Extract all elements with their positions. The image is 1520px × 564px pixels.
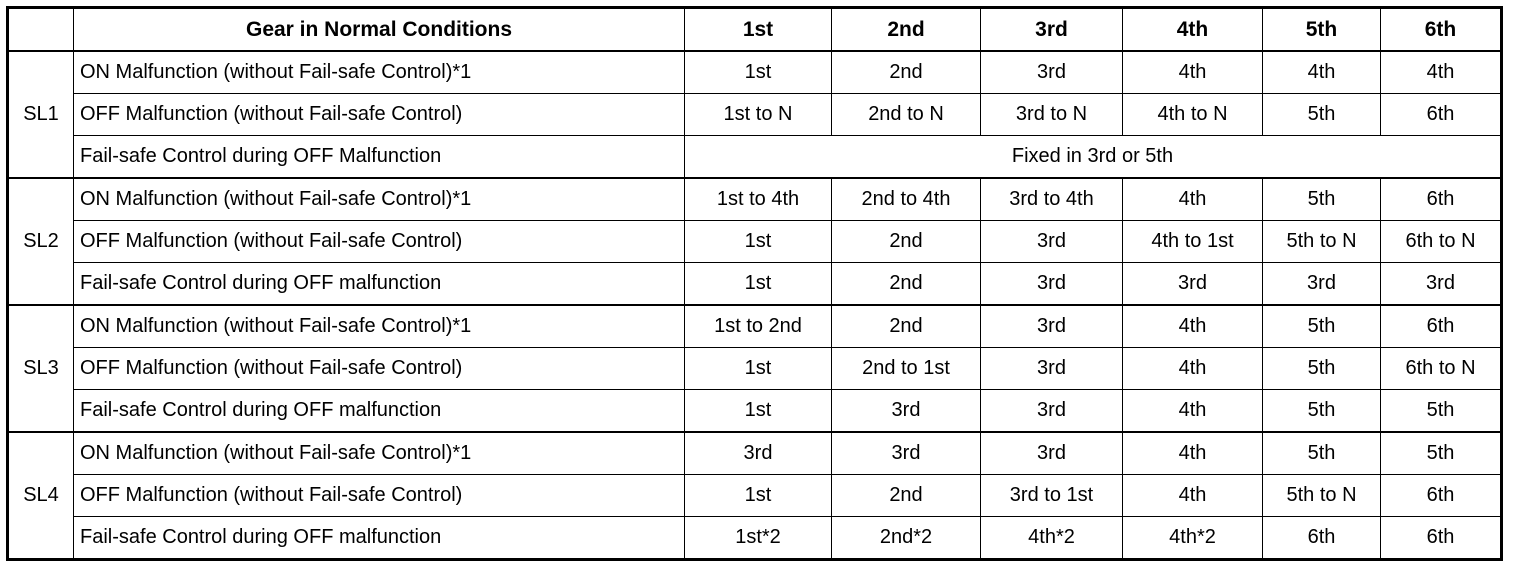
header-corner-cell [8,8,74,52]
table-row [8,178,1502,221]
gear-cell-2nd: 2nd [832,221,981,263]
gear-cell-5th: 6th [1263,517,1381,560]
table-row [8,94,1502,136]
condition-cell: Fail-safe Control during OFF malfunction [74,517,685,560]
gear-cell-2nd: 2nd to 4th [832,178,981,221]
header-gear-5th: 5th [1263,8,1381,52]
gear-cell-6th: 6th [1381,305,1502,348]
gear-cell-1st: 1st to 4th [685,178,832,221]
gear-cell-4th: 4th [1123,348,1263,390]
table-container [6,6,1503,561]
gear-cell-3rd: 3rd to 4th [981,178,1123,221]
header-condition: Gear in Normal Conditions [74,8,685,52]
table-row [8,348,1502,390]
gear-cell-4th: 4th to N [1123,94,1263,136]
gear-cell-1st: 1st [685,221,832,263]
solenoid-label: SL4 [8,432,74,560]
table-row [8,390,1502,433]
table-header [8,8,1502,52]
gear-cell-4th: 4th [1123,305,1263,348]
gear-cell-1st: 1st*2 [685,517,832,560]
gear-cell-1st: 1st to 2nd [685,305,832,348]
condition-cell: Fail-safe Control during OFF Malfunction [74,136,685,179]
gear-cell-3rd: 3rd [981,348,1123,390]
gear-cell-6th: 5th [1381,432,1502,475]
solenoid-group-sl4 [8,432,1502,560]
gear-cell-1st: 1st to N [685,94,832,136]
solenoid-label: SL1 [8,51,74,178]
gear-cell-1st: 1st [685,263,832,306]
solenoid-label: SL2 [8,178,74,305]
condition-cell: OFF Malfunction (without Fail-safe Control) [74,348,685,390]
gear-cell-6th: 6th [1381,178,1502,221]
gear-cell-4th: 4th [1123,51,1263,94]
gear-cell-3rd: 3rd [981,305,1123,348]
gear-cell-4th: 4th [1123,475,1263,517]
gear-cell-6th: 6th to N [1381,348,1502,390]
header-gear-6th: 6th [1381,8,1502,52]
condition-cell: OFF Malfunction (without Fail-safe Control) [74,221,685,263]
gear-cell-2nd: 2nd*2 [832,517,981,560]
table-row [8,475,1502,517]
gear-cell-2nd: 2nd [832,263,981,306]
gear-cell-6th: 6th [1381,94,1502,136]
gear-cell-3rd: 3rd [981,263,1123,306]
gear-cell-1st: 1st [685,51,832,94]
merged-gear-cell: Fixed in 3rd or 5th [685,136,1502,179]
gear-cell-4th: 4th [1123,178,1263,221]
condition-cell: Fail-safe Control during OFF malfunction [74,390,685,433]
gear-cell-2nd: 2nd to N [832,94,981,136]
gear-cell-3rd: 3rd to N [981,94,1123,136]
gear-cell-3rd: 3rd [981,390,1123,433]
header-gear-1st: 1st [685,8,832,52]
gear-cell-5th: 5th [1263,94,1381,136]
table-row [8,136,1502,179]
table-row [8,432,1502,475]
solenoid-label: SL3 [8,305,74,432]
gear-cell-3rd: 4th*2 [981,517,1123,560]
gear-cell-3rd: 3rd [981,432,1123,475]
solenoid-group-sl1 [8,51,1502,178]
condition-cell: ON Malfunction (without Fail-safe Control)*1 [74,305,685,348]
malfunction-gear-table [6,6,1503,561]
gear-cell-5th: 5th [1263,432,1381,475]
gear-cell-4th: 4th [1123,432,1263,475]
table-row [8,305,1502,348]
gear-cell-5th: 5th to N [1263,221,1381,263]
gear-cell-6th: 6th [1381,475,1502,517]
gear-cell-1st: 3rd [685,432,832,475]
gear-cell-1st: 1st [685,348,832,390]
gear-cell-6th: 6th [1381,517,1502,560]
solenoid-group-sl3 [8,305,1502,432]
gear-cell-5th: 5th [1263,390,1381,433]
gear-cell-4th: 4th [1123,390,1263,433]
gear-cell-3rd: 3rd to 1st [981,475,1123,517]
table-row [8,263,1502,306]
condition-cell: ON Malfunction (without Fail-safe Control)*1 [74,432,685,475]
table-row [8,221,1502,263]
condition-cell: Fail-safe Control during OFF malfunction [74,263,685,306]
gear-cell-4th: 4th*2 [1123,517,1263,560]
solenoid-group-sl2 [8,178,1502,305]
gear-cell-4th: 3rd [1123,263,1263,306]
condition-cell: ON Malfunction (without Fail-safe Control)*1 [74,51,685,94]
gear-cell-5th: 3rd [1263,263,1381,306]
gear-cell-2nd: 2nd to 1st [832,348,981,390]
gear-cell-6th: 3rd [1381,263,1502,306]
condition-cell: OFF Malfunction (without Fail-safe Control) [74,94,685,136]
gear-cell-6th: 4th [1381,51,1502,94]
header-gear-4th: 4th [1123,8,1263,52]
gear-cell-6th: 5th [1381,390,1502,433]
header-row [8,8,1502,52]
header-gear-2nd: 2nd [832,8,981,52]
condition-cell: ON Malfunction (without Fail-safe Control)*1 [74,178,685,221]
gear-cell-2nd: 3rd [832,390,981,433]
gear-cell-2nd: 2nd [832,51,981,94]
gear-cell-2nd: 3rd [832,432,981,475]
gear-cell-4th: 4th to 1st [1123,221,1263,263]
gear-cell-5th: 4th [1263,51,1381,94]
header-gear-3rd: 3rd [981,8,1123,52]
gear-cell-1st: 1st [685,390,832,433]
condition-cell: OFF Malfunction (without Fail-safe Control) [74,475,685,517]
gear-cell-3rd: 3rd [981,221,1123,263]
gear-cell-2nd: 2nd [832,475,981,517]
gear-cell-3rd: 3rd [981,51,1123,94]
gear-cell-6th: 6th to N [1381,221,1502,263]
table-row [8,51,1502,94]
gear-cell-5th: 5th [1263,305,1381,348]
gear-cell-2nd: 2nd [832,305,981,348]
gear-cell-5th: 5th [1263,178,1381,221]
gear-cell-5th: 5th [1263,348,1381,390]
gear-cell-5th: 5th to N [1263,475,1381,517]
table-row [8,517,1502,560]
gear-cell-1st: 1st [685,475,832,517]
